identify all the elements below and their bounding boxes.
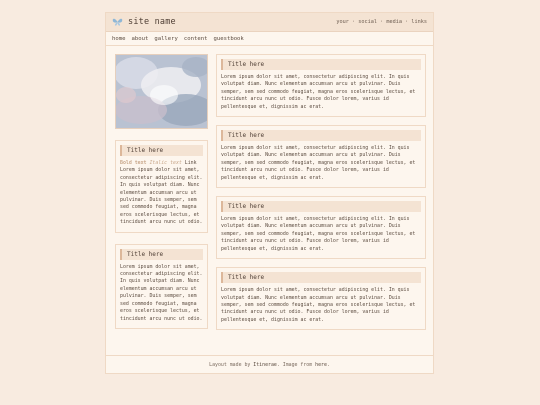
- social-link[interactable]: your: [336, 19, 349, 25]
- site-header: [106, 13, 433, 32]
- butterfly-icon: [112, 17, 123, 27]
- content-box: [216, 267, 426, 330]
- box-title: Title here: [120, 249, 203, 260]
- hero-image: [115, 54, 208, 129]
- main-content: [216, 54, 426, 338]
- page-container: [105, 12, 434, 374]
- sidebar-box: [115, 244, 208, 329]
- sidebar-box: [115, 140, 208, 233]
- social-link[interactable]: social: [358, 19, 377, 25]
- box-paragraph: Lorem ipsum dolor sit amet, consectetur adipiscing elit. In quis volutpat diam. Nunc elementum accumsan arcu ut pulvinar. Duis semper, sem sed commodo feugiat, magna eros scelerisque lectus, et tincidunt arcu nunc ut odio. Fusce dolor lorem, varius id pellentesque et, dignissim ac erat.: [221, 287, 416, 323]
- main-nav: [106, 33, 433, 46]
- social-links: [336, 19, 427, 25]
- site-name[interactable]: site name: [128, 17, 176, 27]
- footer-text: . Image from: [276, 361, 316, 368]
- sidebar: [115, 54, 208, 329]
- nav-item-gallery[interactable]: gallery: [154, 36, 178, 42]
- box-title: Title here: [221, 201, 421, 212]
- box-paragraph: Lorem ipsum dolor sit amet, consectetur adipiscing elit. In quis volutpat diam. Nunc elementum accumsan arcu ut pulvinar. Duis semper, sem sed commodo feugiat, magna eros scelerisque lectus, et tincidunt arcu nunc ut odio. Fusce dolor lorem, varius id pellentesque et, dignissim ac erat.: [221, 145, 416, 181]
- content-box: [216, 196, 426, 259]
- nav-item-guestbook[interactable]: guestbook: [213, 36, 244, 42]
- inline-link[interactable]: Link: [184, 160, 197, 166]
- box-paragraph: Lorem ipsum dolor sit amet, consectetur adipiscing elit. In quis volutpat diam. Nunc elementum accumsan arcu ut pulvinar. Duis semper, sem sed commodo feugiat, magna eros scelerisque lectus, et tincidunt arcu nunc ut odio.: [120, 167, 203, 226]
- italic-text: Italic text: [149, 160, 182, 166]
- box-title: Title here: [221, 130, 421, 141]
- nav-item-content[interactable]: content: [183, 36, 208, 42]
- content-box: [216, 125, 426, 188]
- bold-text: Bold text: [120, 160, 147, 166]
- footer-text: Layout made by: [209, 361, 254, 368]
- footer-author-link[interactable]: Itinerae: [253, 361, 277, 368]
- site-footer: [106, 355, 433, 373]
- footer-image-link[interactable]: here: [315, 361, 327, 368]
- link-separator: ·: [377, 19, 387, 25]
- nav-item-about[interactable]: about: [131, 36, 149, 42]
- box-title: Title here: [221, 59, 421, 70]
- box-title: Title here: [221, 272, 421, 283]
- content-box: [216, 54, 426, 117]
- box-paragraph: Lorem ipsum dolor sit amet, consectetur adipiscing elit. In quis volutpat diam. Nunc elementum accumsan arcu ut pulvinar. Duis semper, sem sed commodo feugiat, magna eros scelerisque lectus, et tincidunt arcu nunc ut odio. Fusce dolor lorem, varius id pellentesque et, dignissim ac erat.: [221, 216, 416, 252]
- box-paragraph: Lorem ipsum dolor sit amet, consectetur adipiscing elit. In quis volutpat diam. Nunc elementum accumsan arcu ut pulvinar. Duis semper, sem sed commodo feugiat, magna eros scelerisque lectus, et tincidunt arcu nunc ut odio.: [120, 263, 203, 322]
- link-separator: ·: [348, 19, 359, 25]
- social-link[interactable]: media: [386, 19, 402, 25]
- box-title: Title here: [120, 145, 203, 156]
- box-text: [120, 160, 203, 227]
- nav-item-home[interactable]: home: [112, 36, 126, 42]
- hero-artwork: [116, 55, 207, 128]
- link-separator: ·: [402, 19, 412, 25]
- footer-text: .: [326, 361, 330, 368]
- box-paragraph: Lorem ipsum dolor sit amet, consectetur adipiscing elit. In quis volutpat diam. Nunc elementum accumsan arcu ut pulvinar. Duis semper, sem sed commodo feugiat, magna eros scelerisque lectus, et tincidunt arcu nunc ut odio. Fusce dolor lorem, varius id pellentesque et, dignissim ac erat.: [221, 74, 416, 110]
- social-link[interactable]: links: [411, 19, 427, 25]
